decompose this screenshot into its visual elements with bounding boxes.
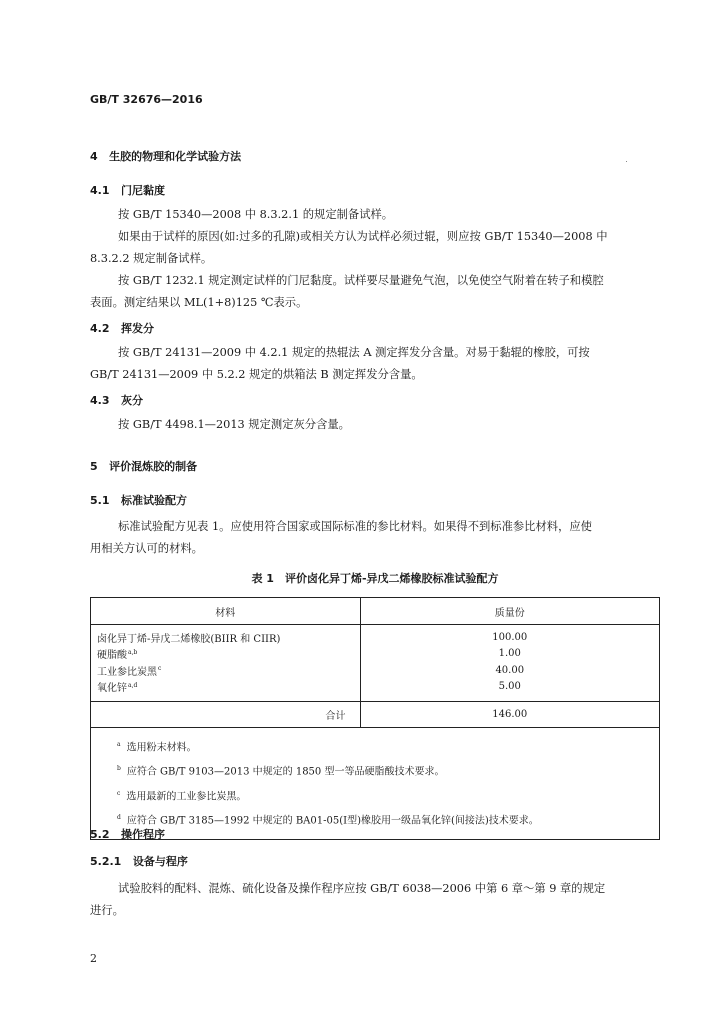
section-title: 门尼黏度 [121,184,165,197]
table-row [91,625,660,646]
section-4-heading [90,148,241,164]
section-4-1-heading [90,182,165,198]
value-cell: 40.00 [360,662,659,679]
paragraph-line: 8.3.2.2 规定制备试样。 [90,252,213,265]
table-header-mass: 质量份 [360,598,659,625]
table-header-material: 材料 [91,598,361,625]
section-title: 灰分 [121,394,143,407]
section-4-3-heading [90,392,143,408]
section-number: 5.2 [90,828,110,841]
section-number: 5 [90,460,98,473]
section-5-2-1-heading [90,853,188,869]
value-cell: 1.00 [360,646,659,663]
section-number: 4.2 [90,322,110,335]
paragraph-line: 表面。测定结果以 ML(1+8)125 ℃表示。 [90,296,308,309]
paragraph-line: 如果由于试样的原因(如:过多的孔隙)或相关方认为试样必须过辊，则应按 GB/T 15340—2008 中 [118,230,608,243]
paragraph-line: 按 GB/T 24131—2009 中 4.2.1 规定的热辊法 A 测定挥发分含量。对易于黏辊的橡胶，可按 [118,346,590,359]
table-row [91,646,660,663]
paragraph-line: 按 GB/T 1232.1 规定测定试样的门尼黏度。试样要尽量避免气泡，以免使空气附着在转子和模腔 [118,274,604,287]
table-caption: 表 1 评价卤化异丁烯-异戊二烯橡胶标准试验配方 [251,572,499,585]
section-number: 5.2.1 [90,855,122,868]
section-5-heading [90,458,197,474]
section-5-1-heading [90,492,187,508]
section-title: 操作程序 [121,828,165,841]
page-number: 2 [90,952,97,965]
formulation-table [90,597,660,840]
section-number: 5.1 [90,494,110,507]
paragraph-line: 按 GB/T 4498.1—2013 规定测定灰分含量。 [118,418,350,431]
value-cell: 5.00 [360,679,659,702]
section-title: 挥发分 [121,322,154,335]
standard-code-header: GB/T 32676—2016 [90,93,203,106]
paragraph-line: 标准试验配方见表 1。应使用符合国家或国际标准的参比材料。如果得不到标准参比材料，应使 [118,520,592,533]
footnote-mark: c [158,665,162,673]
section-title: 设备与程序 [132,855,188,868]
table-row [91,679,660,702]
table-notes [91,728,660,840]
material-cell: 氧化锌$^{a,d}$ [91,679,361,702]
paragraph-line: 按 GB/T 15340—2008 中 8.3.2.1 的规定制备试样。 [118,208,394,221]
section-title: 标准试验配方 [121,494,187,507]
footnote-mark: a,d [128,681,138,689]
table-notes-row [91,728,660,840]
section-title: 生胶的物理和化学试验方法 [109,150,242,163]
section-number: 4 [90,150,98,163]
section-number: 4.1 [90,184,110,197]
table-note: $^b$ 应符合 GB/T 9103—2013 中规定的 1850 型一等品硬脂酸技术要求。 [117,765,445,778]
table-note: $^c$ 选用最新的工业参比炭黑。 [117,789,247,802]
total-value: 146.00 [360,702,659,728]
paragraph-line: 试验胶料的配料、混炼、硫化设备及操作程序应按 GB/T 6038—2006 中第 6 章～第 9 章的规定 [118,882,606,895]
value-cell: 100.00 [360,625,659,646]
scan-speck [626,161,627,162]
table-note: $^d$ 应符合 GB/T 3185—1992 中规定的 BA01-05(Ⅰ型)橡胶用一级品氧化锌(间接法)技术要求。 [117,813,539,827]
footnote-mark: a,b [128,648,138,656]
material-cell: 工业参比炭黑$^c$ [91,662,361,679]
material-cell: 硬脂酸$^{a,b}$ [91,646,361,663]
table-note: $^a$ 选用粉末材料。 [117,741,197,754]
section-4-2-heading [90,320,154,336]
table-row [91,662,660,679]
section-title: 评价混炼胶的制备 [109,460,198,473]
total-label: 合计 [91,702,361,728]
material-cell: 卤化异丁烯-异戊二烯橡胶(BIIR 和 CIIR) [91,625,361,646]
paragraph-line: 进行。 [90,904,124,917]
section-number: 4.3 [90,394,110,407]
paragraph-line: 用相关方认可的材料。 [90,542,203,555]
section-5-2-heading [90,826,165,842]
table-total-row [91,702,660,728]
paragraph-line: GB/T 24131—2009 中 5.2.2 规定的烘箱法 B 测定挥发分含量。 [90,368,423,381]
